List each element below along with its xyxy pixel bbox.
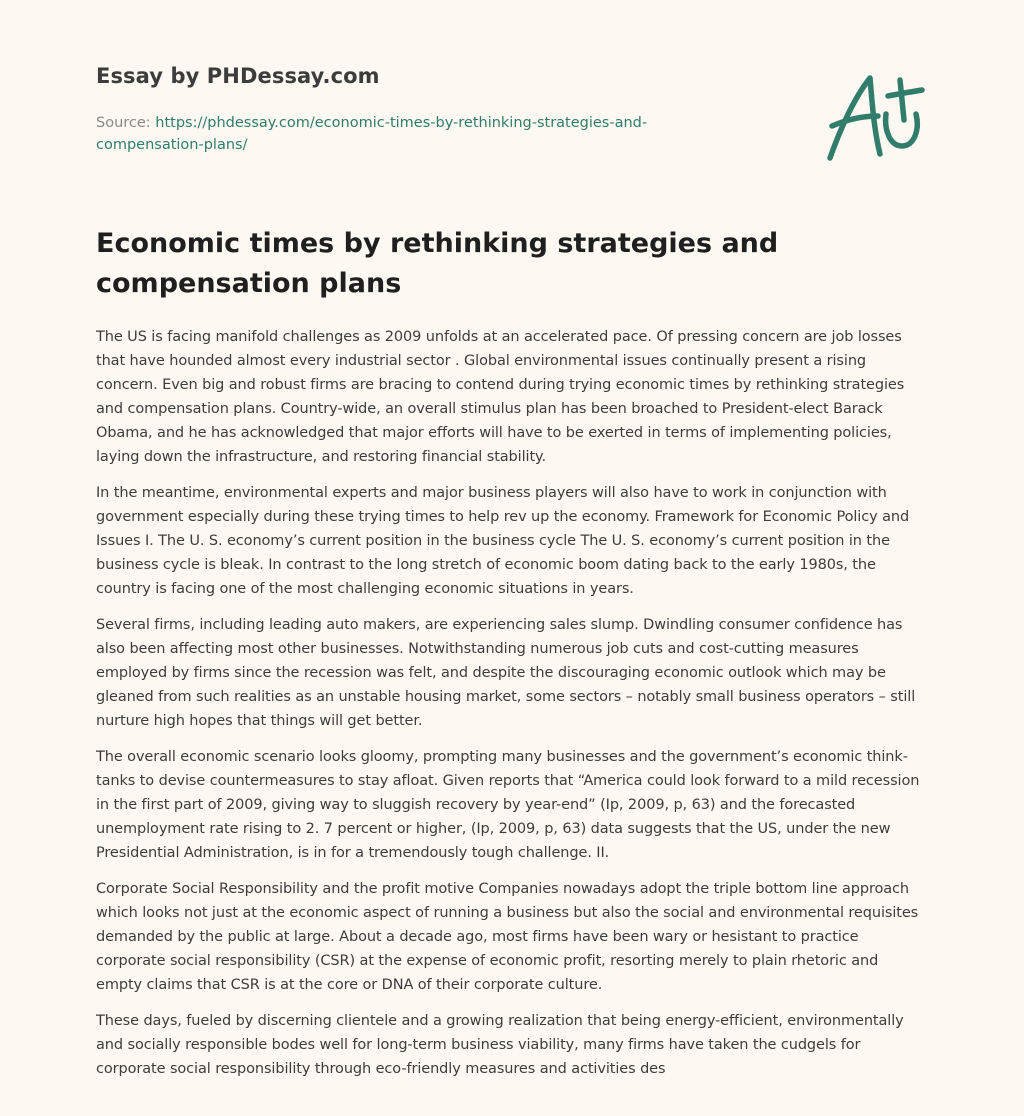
essay-title: Economic times by rethinking strategies and compensation plans (96, 228, 779, 299)
essay-paragraph: These days, fueled by discerning clientele and a growing realization that being energy-efficient, environmentally and socially responsible bodes well for long-term business viability, many firms have taken the cudgels for corporate social responsibility through eco-friendly measures and activities des (96, 1013, 904, 1077)
essay-body (96, 325, 928, 1093)
source-link[interactable]: https://phdessay.com/economic-times-by-rethinking-strategies-and-compensation-plans/ (96, 115, 648, 153)
source-line (96, 112, 736, 156)
source-label: Source: (96, 115, 156, 131)
essay-paragraph: Corporate Social Responsibility and the profit motive Companies nowadays adopt the triple bottom line approach which looks not just at the economic aspect of running a business but also the social and environmental requisites demanded by the public at large. About a decade ago, most firms have been wary or hesistant to practice corporate social responsibility (CSR) at the expense of economic profit, resorting merely to plain rhetoric and empty claims that CSR is at the core or DNA of their corporate culture. (96, 881, 919, 993)
essay-paragraph: The overall economic scenario looks gloomy, prompting many businesses and the government’s economic think-tanks to devise countermeasures to stay afloat. Given reports that “America could look forward to a mild recession in the first part of 2009, giving way to sluggish recovery by year-end” (Ip, 2009, p, 63) and the forecasted unemployment rate rising to 2. 7 percent or higher, (Ip, 2009, p, 63) data suggests that the US, under the new Presidential Administration, is in for a tremendously tough challenge. II. (96, 749, 920, 861)
essay-paragraph: In the meantime, environmental experts and major business players will also have to work in conjunction with government especially during these trying times to help rev up the economy. Framework for Economic Policy and Issues I. The U. S. economy’s current position in the business cycle The U. S. economy’s current position in the business cycle is bleak. In contrast to the long stretch of economic boom dating back to the early 1980s, the country is facing one of the most challenging economic situations in years. (96, 485, 910, 597)
essay-paragraph: Several firms, including leading auto makers, are experiencing sales slump. Dwindling consumer confidence has also been affecting most other businesses. Notwithstanding numerous job cuts and cost-cutting measures employed by firms since the recession was felt, and despite the discouraging economic outlook which may be gleaned from such realities as an unstable housing market, some sectors – notably small business operators – still nurture high hopes that things will get better. (96, 617, 916, 729)
essay-paragraph: The US is facing manifold challenges as 2009 unfolds at an accelerated pace. Of pressing concern are job losses that have hounded almost every industrial sector . Global environmental issues continually present a rising concern. Even big and robust firms are bracing to contend during trying economic times by rethinking strategies and compensation plans. Country-wide, an overall stimulus plan has been broached to President-elect Barack Obama, and he has acknowledged that major efforts will have to be exerted in terms of implementing policies, laying down the infrastructure, and restoring financial stability. (96, 329, 905, 465)
a-plus-logo-icon (824, 68, 928, 164)
site-brand: Essay by PHDessay.com (96, 64, 380, 88)
